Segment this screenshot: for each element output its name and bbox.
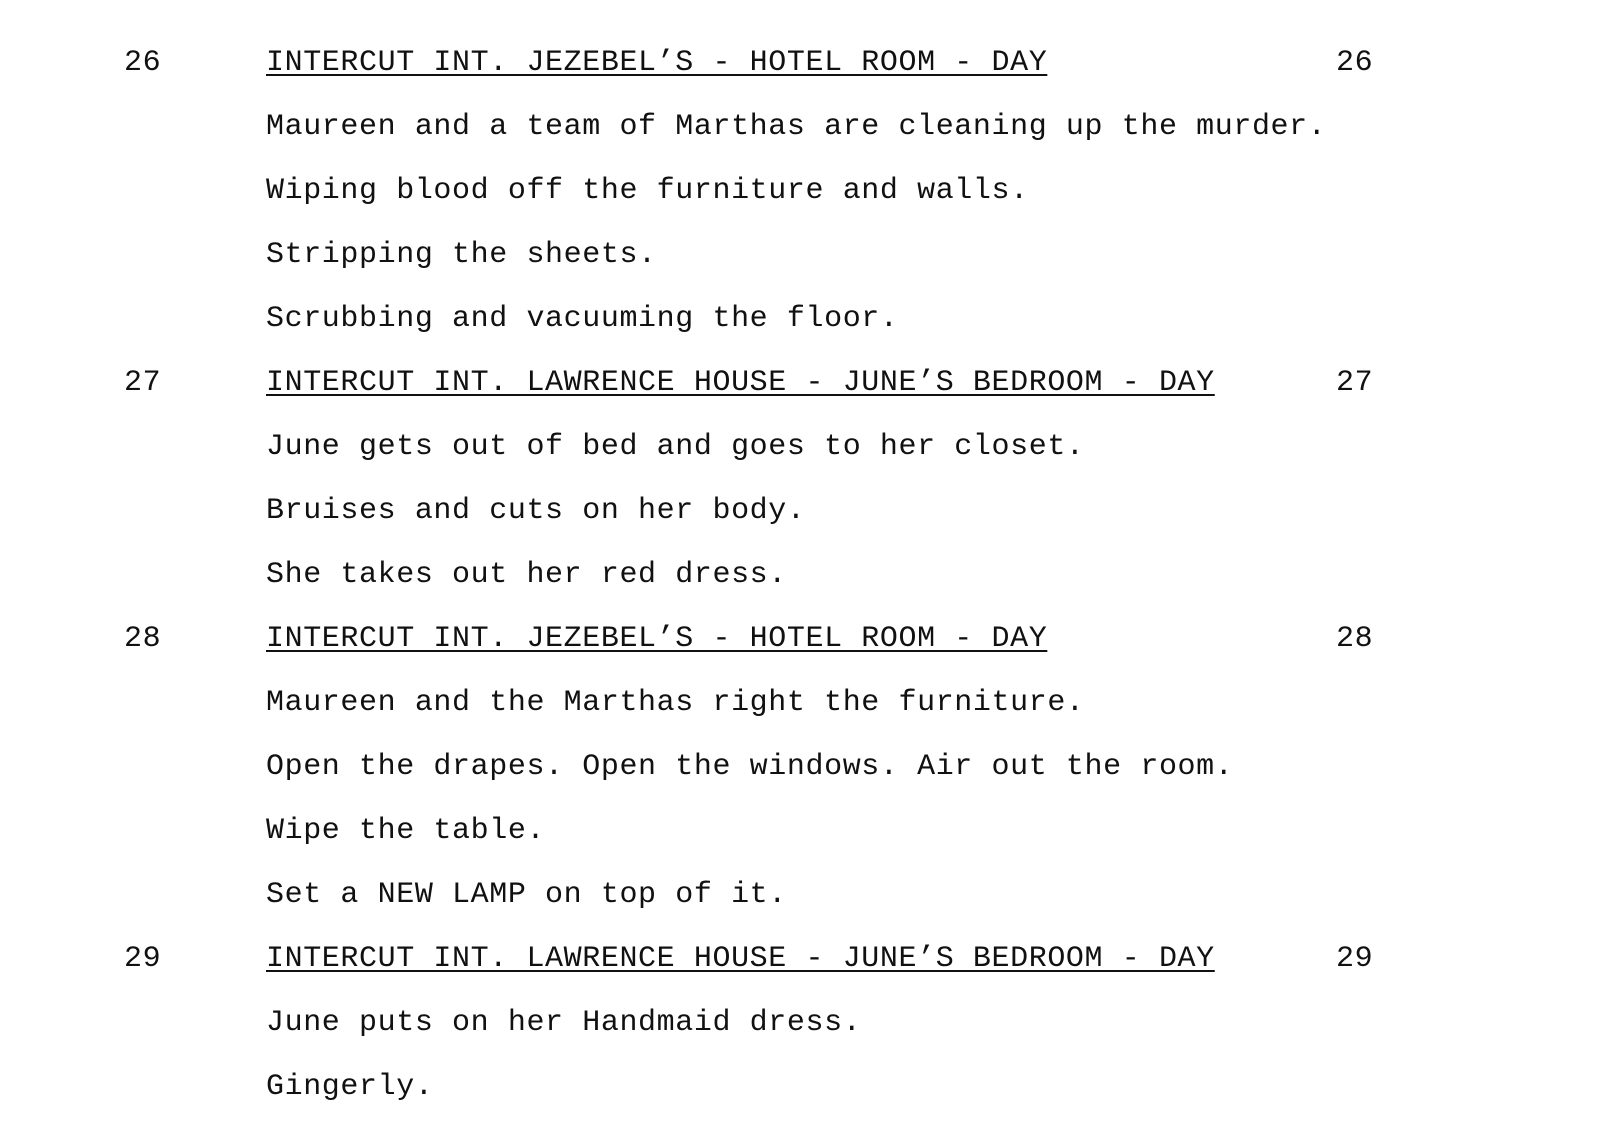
scene-number-left: 29 (124, 942, 162, 976)
scene-heading: INTERCUT INT. LAWRENCE HOUSE - JUNE’S BEDROOM - DAY (266, 366, 1215, 400)
scene-number-left: 28 (124, 622, 162, 656)
action-line: Bruises and cuts on her body. (266, 494, 806, 528)
action-line: Gingerly. (266, 1070, 434, 1104)
scene-number-right: 27 (1336, 366, 1374, 400)
action-line: Wiping blood off the furniture and walls. (266, 174, 1029, 208)
action-line: Open the drapes. Open the windows. Air out the room. (266, 750, 1234, 784)
scene-heading: INTERCUT INT. JEZEBEL’S - HOTEL ROOM - DAY (266, 622, 1048, 656)
action-line: June puts on her Handmaid dress. (266, 1006, 862, 1040)
scene-heading: INTERCUT INT. JEZEBEL’S - HOTEL ROOM - DAY (266, 46, 1048, 80)
scene-number-right: 29 (1336, 942, 1374, 976)
action-line: Scrubbing and vacuuming the floor. (266, 302, 899, 336)
action-line: Stripping the sheets. (266, 238, 657, 272)
scene-number-left: 27 (124, 366, 162, 400)
scene-heading: INTERCUT INT. LAWRENCE HOUSE - JUNE’S BEDROOM - DAY (266, 942, 1215, 976)
action-line: Wipe the table. (266, 814, 546, 848)
action-line: June gets out of bed and goes to her closet. (266, 430, 1085, 464)
action-line: She takes out her red dress. (266, 558, 787, 592)
action-line: Set a NEW LAMP on top of it. (266, 878, 787, 912)
scene-number-left: 26 (124, 46, 162, 80)
action-line: Maureen and a team of Marthas are cleaning up the murder. (266, 110, 1327, 144)
scene-number-right: 26 (1336, 46, 1374, 80)
action-line: Maureen and the Marthas right the furniture. (266, 686, 1085, 720)
scene-number-right: 28 (1336, 622, 1374, 656)
